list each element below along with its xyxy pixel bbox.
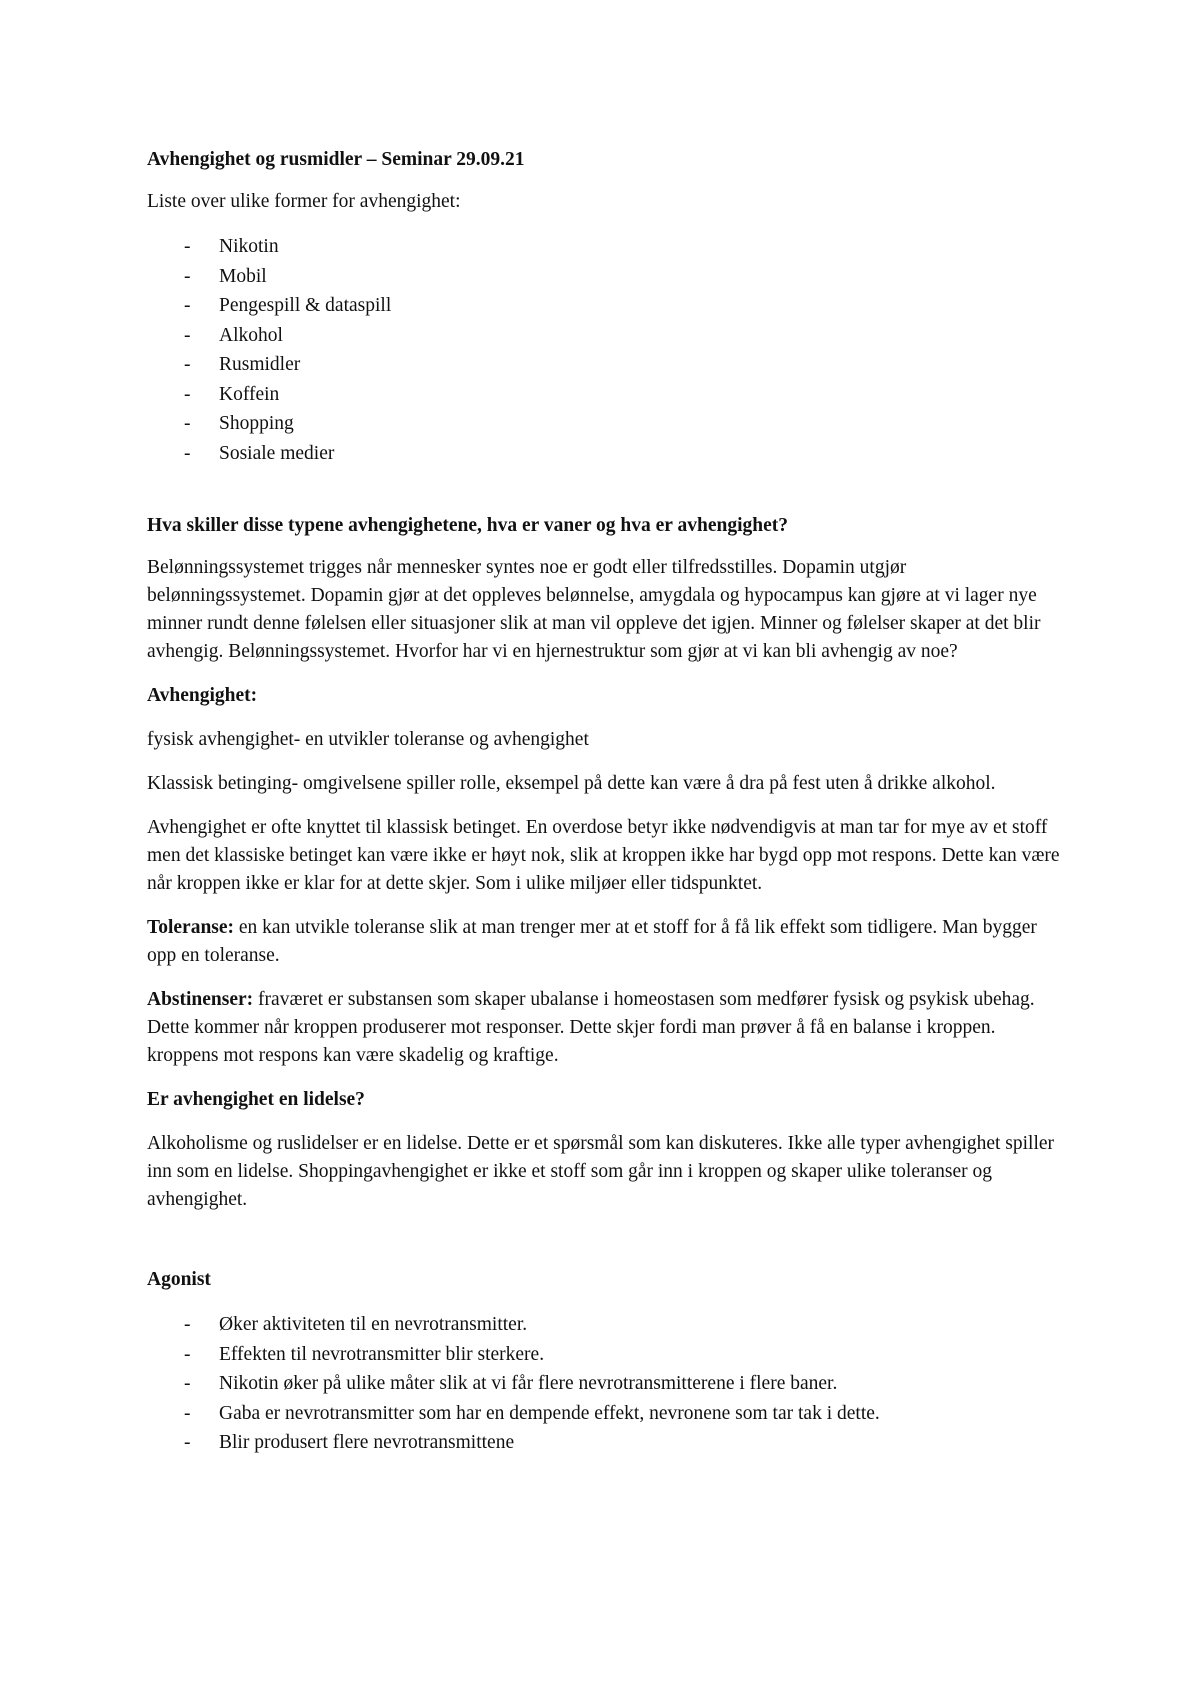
list-item: - Gaba er nevrotransmitter som har en dempende effekt, nevronene som tar tak i dette. <box>147 1399 1067 1429</box>
section-heading-agonist: Agonist <box>147 1269 211 1290</box>
list-item: - Effekten til nevrotransmitter blir sterkere. <box>147 1340 1067 1370</box>
list-item: - Koffein <box>147 380 1067 410</box>
spacer <box>147 1230 1067 1266</box>
document-content <box>147 146 1067 1458</box>
list-item: - Shopping <box>147 409 1067 439</box>
list-item: - Alkohol <box>147 321 1067 351</box>
list-item: - Nikotin <box>147 232 1067 262</box>
forms-list <box>147 232 1067 468</box>
paragraph-classical: Klassisk betinging- omgivelsene spiller rolle, eksempel på dette kan være å dra på fest uten å drikke alkohol. <box>147 773 996 794</box>
tolerance-label: Toleranse: <box>147 917 235 938</box>
agonist-list <box>147 1310 1067 1458</box>
section-heading-habits: Hva skiller disse typene avhengighetene, hva er vaner og hva er avhengighet? <box>147 515 788 536</box>
withdrawal-text: fraværet er substansen som skaper ubalanse i homeostasen som medfører fysisk og psykisk ubehag. Dette kommer når kroppen produserer mot responser. Dette skjer fordi man prøver å få en balanse i kroppen. kroppens mot respons kan være skadelig og kraftige. <box>147 989 1035 1066</box>
list-item: - Pengespill & dataspill <box>147 291 1067 321</box>
list-item: - Øker aktiviteten til en nevrotransmitter. <box>147 1310 1067 1340</box>
list-item: - Nikotin øker på ulike måter slik at vi får flere nevrotransmitterene i flere baner. <box>147 1369 1067 1399</box>
document-title: Avhengighet og rusmidler – Seminar 29.09.21 <box>147 149 525 170</box>
paragraph-disorder: Alkoholisme og ruslidelser er en lidelse. Dette er et spørsmål som kan diskuteres. Ikke alle typer avhengighet spiller inn som en lidelse. Shoppingavhengighet er ikke et stoff som går inn i kroppen og skaper ulike toleranser og avhengighet. <box>147 1133 1055 1210</box>
withdrawal-label: Abstinenser: <box>147 989 254 1010</box>
list-item: - Blir produsert flere nevrotransmittene <box>147 1428 1067 1458</box>
tolerance-text: en kan utvikle toleranse slik at man trenger mer at et stoff for å få lik effekt som tidligere. Man bygger opp en toleranse. <box>147 917 1037 966</box>
intro-text: Liste over ulike former for avhengighet: <box>147 191 461 212</box>
list-item: - Sosiale medier <box>147 439 1067 469</box>
paragraph-reward-system: Belønningssystemet trigges når mennesker syntes noe er godt eller tilfredsstilles. Dopamin utgjør belønningssystemet. Dopamin gjør at det oppleves belønnelse, amygdala og hypocampus kan gjøre at vi lager nye minner rundt denne følelsen eller situasjoner slik at man vil oppleve det igjen. Minner og følelser skaper at det blir avhengig. Belønningssystemet. Hvorfor har vi en hjernestruktur som gjør at vi kan bli avhengig av noe? <box>147 557 1041 662</box>
spacer <box>147 468 1067 512</box>
section-heading-disorder: Er avhengighet en lidelse? <box>147 1089 365 1110</box>
paragraph-overdose: Avhengighet er ofte knyttet til klassisk betinget. En overdose betyr ikke nødvendigvis at man tar for mye av et stoff men det klassiske betinget kan være ikke er høyt nok, slik at kroppen ikke har bygd opp mot respons. Dette kan være når kroppen ikke er klar for at dette skjer. Som i ulike miljøer eller tidspunktet. <box>147 817 1060 894</box>
paragraph-physical: fysisk avhengighet- en utvikler toleranse og avhengighet <box>147 729 589 750</box>
list-item: - Rusmidler <box>147 350 1067 380</box>
section-heading-addiction: Avhengighet: <box>147 685 258 706</box>
paragraph-tolerance <box>147 914 1067 970</box>
paragraph-withdrawal <box>147 986 1067 1070</box>
list-item: - Mobil <box>147 262 1067 292</box>
